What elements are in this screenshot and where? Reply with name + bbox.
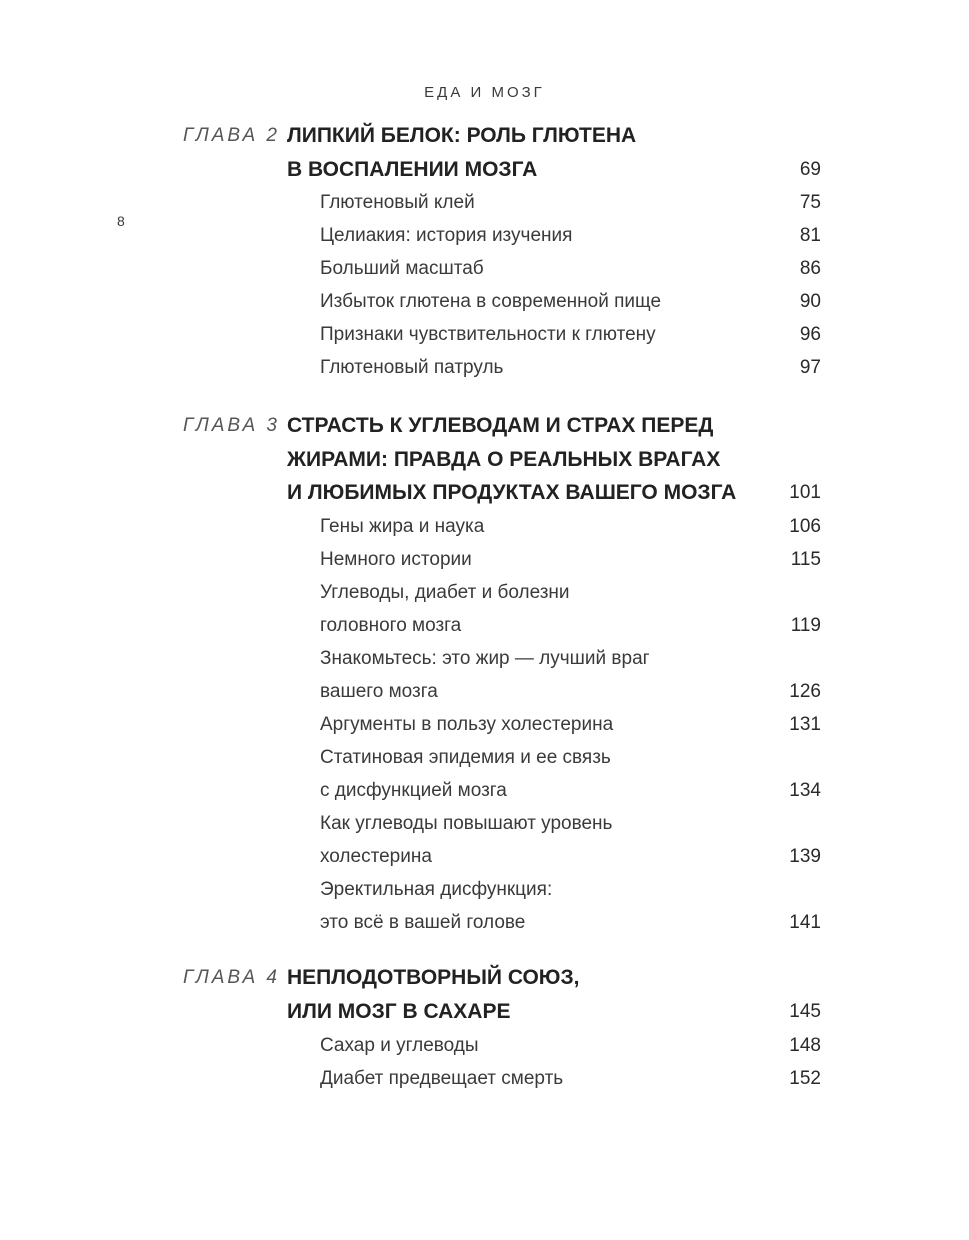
toc-entry[interactable]: [320, 510, 821, 543]
chapter-page: 101: [789, 482, 821, 503]
chapter-title[interactable]: [287, 961, 821, 1028]
toc-entry[interactable]: [320, 285, 821, 318]
chapter-title-line: И ЛЮБИМЫХ ПРОДУКТАХ ВАШЕГО МОЗГА: [287, 481, 737, 504]
chapter-label: ГЛАВА 3: [183, 415, 280, 436]
toc-entry-page: 106: [789, 516, 821, 537]
toc-entry-page: 119: [790, 615, 821, 636]
toc-entry-page: 141: [789, 912, 821, 933]
toc-entry-title: Глютеновый патруль: [320, 357, 504, 378]
toc-entry[interactable]: [320, 186, 821, 219]
chapter-page: 145: [789, 1000, 821, 1022]
toc-entry-page: 90: [799, 291, 821, 312]
toc-entry-title: холестерина: [320, 846, 432, 867]
chapter-title[interactable]: [287, 119, 821, 186]
toc-entry-title: Диабет предвещает смерть: [320, 1068, 564, 1089]
toc-entry-title: Сахар и углеводы: [320, 1035, 479, 1056]
toc-entry-page: 134: [789, 780, 821, 801]
chapter-title-line: В ВОСПАЛЕНИИ МОЗГА: [287, 157, 538, 181]
toc-entry[interactable]: [320, 252, 821, 285]
chapter-title-line: СТРАСТЬ К УГЛЕВОДАМ И СТРАХ ПЕРЕД: [287, 414, 714, 437]
chapter-title-line: ИЛИ МОЗГ В САХАРЕ: [287, 999, 511, 1023]
running-head: ЕДА И МОЗГ: [424, 84, 545, 101]
toc-entry[interactable]: [320, 1029, 821, 1062]
toc-entry-page: 148: [789, 1035, 821, 1056]
toc-entry-title: Статиновая эпидемия и ее связь: [320, 747, 611, 768]
toc-entry-page: 139: [789, 846, 821, 867]
chapter-page: 69: [799, 158, 821, 180]
toc-entry[interactable]: [320, 576, 821, 642]
chapter-title-line: ЖИРАМИ: ПРАВДА О РЕАЛЬНЫХ ВРАГАХ: [287, 447, 721, 471]
toc-entry-page: 126: [789, 681, 821, 702]
toc-entry[interactable]: [320, 351, 821, 384]
toc-entry-title: Эректильная дисфункция:: [320, 879, 553, 900]
toc-entry-title: Признаки чувствительности к глютену: [320, 324, 656, 345]
toc-entry[interactable]: [320, 1062, 821, 1095]
toc-entry[interactable]: [320, 642, 821, 708]
chapter-3-sections: [320, 510, 821, 939]
toc-entry-page: 152: [789, 1068, 821, 1089]
chapter-title-line: НЕПЛОДОТВОРНЫЙ СОЮЗ,: [287, 966, 580, 989]
toc-entry-title: Как углеводы повышают уровень: [320, 813, 613, 834]
toc-entry-title: Немного истории: [320, 549, 472, 570]
toc-entry-title: Целиакия: история изучения: [320, 225, 573, 246]
toc-entry-title: Избыток глютена в современной пище: [320, 291, 662, 312]
toc-entry-title: Больший масштаб: [320, 258, 484, 279]
toc-entry[interactable]: [320, 708, 821, 741]
toc-entry-title: Углеводы, диабет и болезни: [320, 582, 570, 603]
toc-entry[interactable]: [320, 543, 821, 576]
chapter-title-line: ЛИПКИЙ БЕЛОК: РОЛЬ ГЛЮТЕНА: [287, 124, 637, 147]
toc-entry-title: Гены жира и наука: [320, 516, 485, 537]
toc-entry-title: Знакомьтесь: это жир — лучший враг: [320, 648, 650, 669]
toc-entry[interactable]: [320, 807, 821, 873]
toc-entry-page: 115: [790, 549, 821, 570]
toc-entry[interactable]: [320, 219, 821, 252]
toc-entry-page: 86: [799, 258, 821, 279]
toc-entry[interactable]: [320, 741, 821, 807]
toc-entry-title: вашего мозга: [320, 681, 438, 702]
chapter-4-sections: [320, 1029, 821, 1095]
toc-entry-title: это всё в вашей голове: [320, 912, 526, 933]
toc-entry-page: 75: [799, 192, 821, 213]
chapter-label: ГЛАВА 2: [183, 125, 280, 146]
toc-entry-title: головного мозга: [320, 615, 462, 636]
chapter-label: ГЛАВА 4: [183, 967, 280, 988]
page-number: 8: [117, 213, 125, 229]
toc-entry-title: с дисфункцией мозга: [320, 780, 507, 801]
chapter-2-sections: [320, 186, 821, 384]
chapter-title[interactable]: [287, 409, 821, 510]
toc-entry[interactable]: [320, 318, 821, 351]
toc-entry-title: Аргументы в пользу холестерина: [320, 714, 614, 735]
toc-entry-page: 96: [799, 324, 821, 345]
toc-entry-page: 97: [799, 357, 821, 378]
toc-entry-page: 131: [789, 714, 821, 735]
toc-entry[interactable]: [320, 873, 821, 939]
toc-entry-title: Глютеновый клей: [320, 192, 475, 213]
toc-entry-page: 81: [799, 225, 821, 246]
